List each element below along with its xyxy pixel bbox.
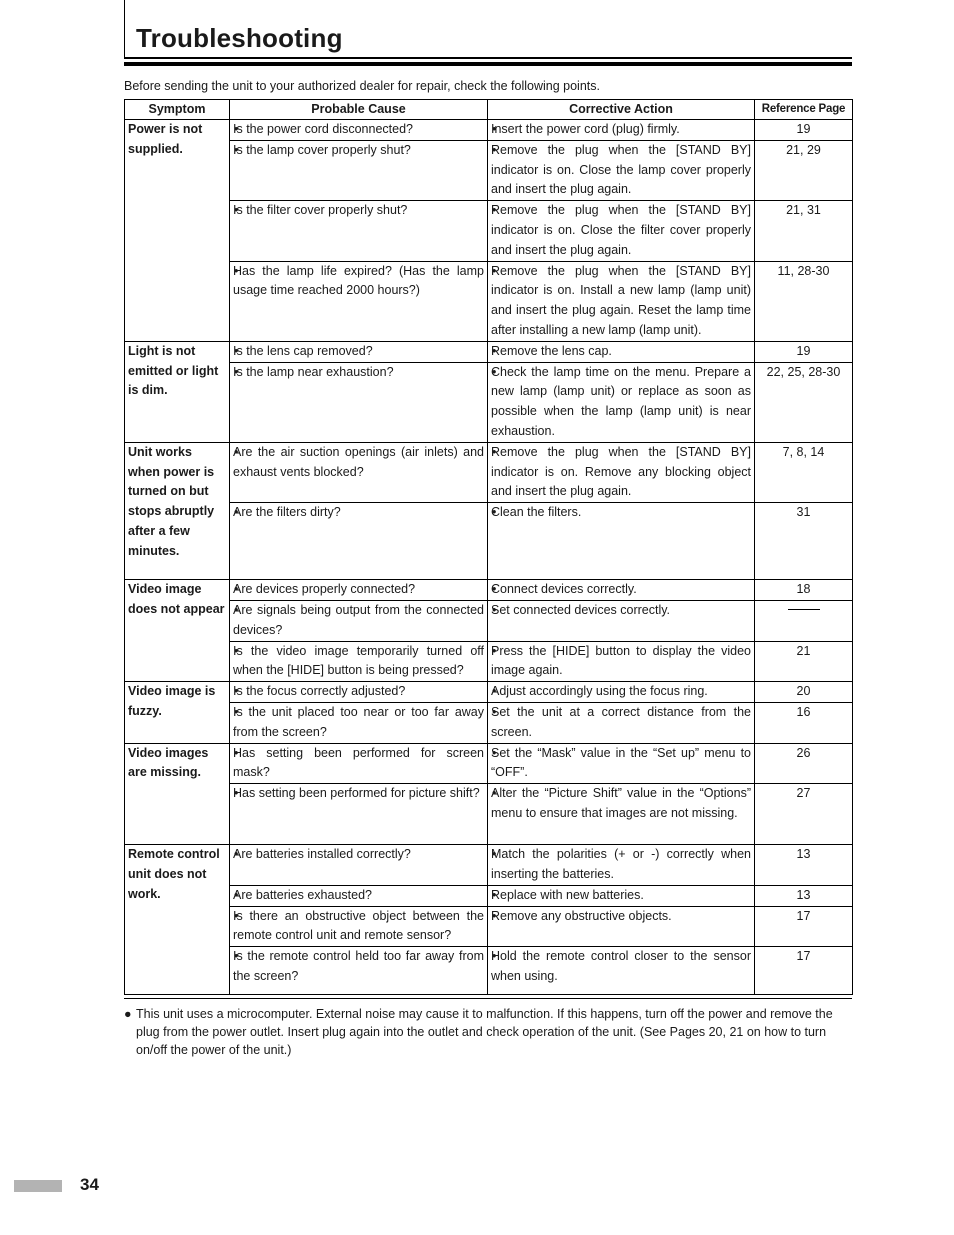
action-cell: • Remove the lens cap. [488, 341, 755, 362]
table-row [125, 702, 853, 743]
cause-cell: • Are the air suction openings (air inlets) and exhaust vents blocked? [230, 442, 488, 502]
table-row [125, 845, 853, 886]
symptom-cell: Video images are missing. [125, 743, 230, 845]
action-cell: • Remove any obstructive objects. [488, 906, 755, 947]
action-cell: • Set the unit at a correct distance from the screen. [488, 702, 755, 743]
symptom-cell: Remote control unit does not work. [125, 845, 230, 995]
reference-cell: 17 [755, 947, 853, 995]
reference-cell: 7, 8, 14 [755, 442, 853, 502]
action-cell: • Connect devices correctly. [488, 580, 755, 601]
action-cell: • Check the lamp time on the menu. Prepare a new lamp (lamp unit) or replace as soon as possible when the lamp (lamp unit) is near exhaustion. [488, 362, 755, 442]
table-row [125, 261, 853, 341]
symptom-cell: Power is not supplied. [125, 120, 230, 342]
action-cell: • Remove the plug when the [STAND BY] indicator is on. Install a new lamp (lamp unit) and insert the plug again. Reset the lamp time after installing a new lamp (lamp unit). [488, 261, 755, 341]
table-row [125, 743, 853, 784]
symptom-cell: Video image is fuzzy. [125, 682, 230, 743]
reference-cell: 22, 25, 28-30 [755, 362, 853, 442]
cause-cell: • Are the filters dirty? [230, 503, 488, 580]
troubleshooting-table [124, 99, 853, 995]
action-cell: • Hold the remote control closer to the sensor when using. [488, 947, 755, 995]
cause-cell: • Is the unit placed too near or too far away from the screen? [230, 702, 488, 743]
symptom-cell: Video image does not appear [125, 580, 230, 682]
table-row [125, 120, 853, 141]
symptom-cell: Unit works when power is turned on but stops abruptly after a few minutes. [125, 442, 230, 579]
reference-cell: 31 [755, 503, 853, 580]
title-left-rule [124, 0, 125, 58]
reference-cell: 17 [755, 906, 853, 947]
reference-cell: 21, 31 [755, 201, 853, 261]
table-row [125, 641, 853, 682]
page-title: Troubleshooting [136, 23, 343, 53]
table-row [125, 947, 853, 995]
no-reference-dash [788, 609, 820, 610]
table-row [125, 503, 853, 580]
cause-cell: • Are batteries installed correctly? [230, 845, 488, 886]
cause-cell: • Is the lamp near exhaustion? [230, 362, 488, 442]
cause-cell: • Is the remote control held too far away from the screen? [230, 947, 488, 995]
reference-cell: 13 [755, 885, 853, 906]
reference-cell: 13 [755, 845, 853, 886]
cause-cell: • Are batteries exhausted? [230, 885, 488, 906]
header-probable-cause: Probable Cause [230, 100, 488, 120]
table-row [125, 682, 853, 703]
table-row [125, 140, 853, 200]
cause-cell: • Is there an obstructive object between the remote control unit and remote sensor? [230, 906, 488, 947]
action-cell: • Remove the plug when the [STAND BY] indicator is on. Close the filter cover properly and insert the plug again. [488, 201, 755, 261]
reference-cell: 16 [755, 702, 853, 743]
table-row [125, 362, 853, 442]
action-cell: • Adjust accordingly using the focus ring. [488, 682, 755, 703]
table-row [125, 600, 853, 641]
title-underline-thin [124, 57, 852, 59]
action-cell: • Replace with new batteries. [488, 885, 755, 906]
note-bullet-icon: ● [124, 1007, 132, 1021]
reference-cell: 27 [755, 784, 853, 845]
action-cell: • Set the “Mask” value in the “Set up” menu to “OFF”. [488, 743, 755, 784]
cause-cell: • Is the lens cap removed? [230, 341, 488, 362]
reference-cell: 18 [755, 580, 853, 601]
page-number-bar [14, 1180, 62, 1192]
cause-cell: • Has setting been performed for screen mask? [230, 743, 488, 784]
table-row [125, 885, 853, 906]
table-row [125, 784, 853, 845]
reference-cell: 20 [755, 682, 853, 703]
cause-cell: • Has the lamp life expired? (Has the lamp usage time reached 2000 hours?) [230, 261, 488, 341]
page-number: 34 [80, 1175, 99, 1194]
header-symptom: Symptom [125, 100, 230, 120]
title-underline-thick [124, 62, 852, 66]
reference-cell: 19 [755, 120, 853, 141]
table-row [125, 201, 853, 261]
cause-cell: • Is the lamp cover properly shut? [230, 140, 488, 200]
action-cell: • Remove the plug when the [STAND BY] indicator is on. Remove any blocking object and insert the plug again. [488, 442, 755, 502]
header-reference-page: Reference Page [755, 100, 853, 120]
cause-cell: • Is the focus correctly adjusted? [230, 682, 488, 703]
table-row [125, 442, 853, 502]
action-cell: • Press the [HIDE] button to display the video image again. [488, 641, 755, 682]
intro-text: Before sending the unit to your authorized dealer for repair, check the following points. [124, 79, 600, 93]
note-divider [124, 998, 852, 999]
cause-cell: • Has setting been performed for picture shift? [230, 784, 488, 845]
action-cell: • Alter the “Picture Shift” value in the “Options” menu to ensure that images are not missing. [488, 784, 755, 845]
table-row [125, 341, 853, 362]
reference-cell: 26 [755, 743, 853, 784]
reference-cell: 19 [755, 341, 853, 362]
table-row [125, 906, 853, 947]
cause-cell: • Is the filter cover properly shut? [230, 201, 488, 261]
reference-cell: 21 [755, 641, 853, 682]
action-cell: • Insert the power cord (plug) firmly. [488, 120, 755, 141]
cause-cell: • Is the power cord disconnected? [230, 120, 488, 141]
footnote-text: This unit uses a microcomputer. External noise may cause it to malfunction. If this happens, turn off the power and remove the plug from the power outlet. Insert plug again into the outlet and check operation of the unit. (See Pages 20, 21 on how to turn on/off the power of the unit.) [136, 1007, 833, 1057]
action-cell: • Match the polarities (+ or -) correctly when inserting the batteries. [488, 845, 755, 886]
table-header-row [125, 100, 853, 120]
action-cell: • Set connected devices correctly. [488, 600, 755, 641]
action-cell: • Remove the plug when the [STAND BY] indicator is on. Close the lamp cover properly and insert the plug again. [488, 140, 755, 200]
footnote [124, 1005, 852, 1059]
table-row [125, 580, 853, 601]
cause-cell: • Are signals being output from the connected devices? [230, 600, 488, 641]
reference-cell [755, 600, 853, 641]
cause-cell: • Is the video image temporarily turned off when the [HIDE] button is being pressed? [230, 641, 488, 682]
cause-cell: • Are devices properly connected? [230, 580, 488, 601]
reference-cell: 11, 28-30 [755, 261, 853, 341]
action-cell: • Clean the filters. [488, 503, 755, 580]
symptom-cell: Light is not emitted or light is dim. [125, 341, 230, 442]
reference-cell: 21, 29 [755, 140, 853, 200]
header-corrective-action: Corrective Action [488, 100, 755, 120]
